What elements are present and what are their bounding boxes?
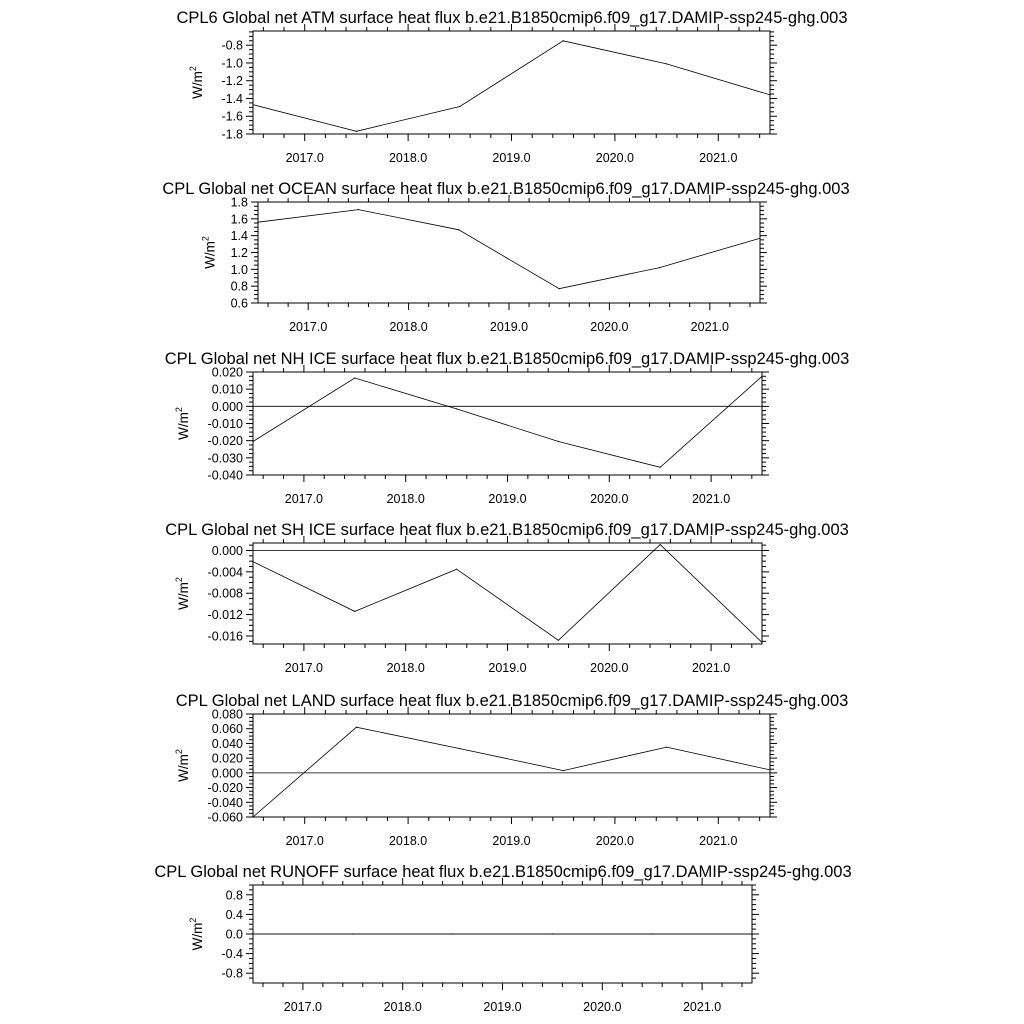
x-tick-label: 2019.0 [489,320,529,334]
y-axis-label-unit: W/m [202,241,218,269]
data-point [458,229,459,230]
y-tick-label: 1.8 [230,195,248,210]
chart-panel-4 [165,521,849,675]
x-tick-label: 2021.0 [699,151,738,165]
chart-panel-6 [154,863,851,1014]
x-tick-label: 2017.0 [284,661,324,675]
data-point [356,727,357,728]
plot-frame [258,202,760,303]
data-point [552,933,553,934]
y-tick-label: 0.000 [211,399,243,414]
chart-title: CPL6 Global net ATM surface heat flux b.e21.B1850cmip6.f09_g17.DAMIP-ssp245-ghg.003 [176,9,848,27]
y-axis-label-unit: W/m [175,582,191,610]
data-point [252,441,253,442]
data-point [354,377,355,378]
y-tick-label: -1.8 [221,127,243,142]
y-tick-label: 1.6 [230,212,248,227]
data-series-line [253,41,770,132]
y-tick-label: -0.010 [207,417,243,431]
chart-panel-3 [165,350,850,506]
data-point [459,106,460,107]
x-tick-label: 2021.0 [691,661,731,675]
plot-frame [253,31,770,134]
data-point [563,40,564,41]
plot-frame [253,372,762,475]
y-axis-label-unit: W/m [190,922,206,951]
x-tick-label: 2018.0 [388,151,428,165]
y-tick-label: 1.4 [230,229,248,244]
y-tick-label: 0.060 [211,722,243,737]
data-point [666,747,667,748]
x-tick-label: 2018.0 [386,661,425,675]
data-point [666,63,667,64]
data-point [660,544,661,545]
chart-panel-5 [174,692,849,848]
y-tick-label: -0.016 [207,629,243,644]
plot-frame [253,714,770,817]
y-tick-label: 0.0 [225,927,243,942]
x-tick-label: 2018.0 [386,492,425,506]
data-point [559,288,560,289]
data-point [769,94,770,95]
y-axis-label-unit: W/m [175,412,191,440]
data-point [769,769,770,770]
x-tick-label: 2017.0 [284,492,324,506]
y-tick-label: -0.008 [207,586,243,601]
y-tick-label: -0.030 [207,451,243,466]
x-tick-label: 2019.0 [492,834,531,848]
data-point [358,209,359,210]
chart-title: CPL Global net NH ICE surface heat flux b.e21.B1850cmip6.f09_g17.DAMIP-ssp245-ghg.003 [164,350,850,368]
y-tick-label: -1.4 [221,91,243,106]
data-point [354,611,355,612]
x-tick-label: 2017.0 [285,151,324,165]
data-point [257,222,258,223]
y-axis-label-exponent: 2 [188,66,199,72]
data-point [563,770,564,771]
y-tick-label: -0.012 [207,608,243,623]
data-point [456,408,457,409]
x-tick-label: 2018.0 [389,320,428,334]
y-tick-label: 0.4 [225,907,243,922]
y-axis-label [174,577,191,610]
data-point [459,748,460,749]
x-tick-label: 2020.0 [583,1000,622,1014]
y-axis-label-exponent: 2 [173,749,184,755]
x-tick-label: 2021.0 [699,834,738,848]
chart-panel-2 [162,180,849,334]
y-tick-label: 0.000 [211,543,243,558]
x-tick-label: 2017.0 [283,1000,323,1014]
y-tick-label: 0.020 [211,365,243,380]
data-point [558,640,559,641]
y-axis-label-exponent: 2 [200,236,211,242]
y-tick-label: -0.4 [221,947,243,962]
data-point [652,933,653,934]
x-tick-label: 2020.0 [595,151,635,165]
chart-title: CPL Global net LAND surface heat flux b.e21.B1850cmip6.f09_g17.DAMIP-ssp245-ghg.003 [175,692,849,710]
x-tick-label: 2018.0 [388,834,428,848]
chart-title: CPL Global net RUNOFF surface heat flux b.e21.B1850cmip6.f09_g17.DAMIP-ssp245-ghg.003 [154,863,852,881]
y-tick-label: -1.6 [221,109,243,124]
y-tick-label: 0.8 [230,279,248,294]
chart-panel-1 [176,9,847,165]
plot-frame [253,543,762,644]
x-tick-label: 2020.0 [590,492,629,506]
x-tick-label: 2020.0 [590,661,629,675]
y-axis-label-exponent: 2 [173,407,184,413]
x-tick-label: 2019.0 [488,492,527,506]
y-tick-label: 1.2 [230,246,248,260]
y-tick-label: -0.8 [221,38,243,53]
data-point [352,933,353,934]
data-point [761,376,762,377]
y-axis-label-exponent: 2 [188,917,199,923]
data-series-line [253,376,762,467]
x-tick-label: 2019.0 [492,151,531,165]
y-axis-label [174,749,191,782]
y-tick-label: 0.6 [230,296,248,311]
y-axis-label [200,236,217,269]
data-series-line [253,727,770,817]
x-tick-label: 2017.0 [289,320,328,334]
data-point [356,131,357,132]
data-point [558,441,559,442]
y-tick-label: -0.020 [207,781,243,796]
y-tick-label: -0.040 [207,468,243,483]
chart-title: CPL Global net SH ICE surface heat flux b.e21.B1850cmip6.f09_g17.DAMIP-ssp245-ghg.003 [165,521,849,539]
chart-title: CPL Global net OCEAN surface heat flux b.e21.B1850cmip6.f09_g17.DAMIP-ssp245-ghg.003 [162,180,850,198]
data-point [252,933,253,934]
x-tick-label: 2021.0 [682,1000,722,1014]
y-axis-label [188,918,205,951]
y-tick-label: -0.004 [207,565,243,580]
y-tick-label: -0.060 [207,810,243,825]
y-tick-label: -0.040 [207,795,243,810]
y-tick-label: 0.010 [211,382,243,397]
data-point [761,642,762,643]
data-point [660,467,661,468]
y-tick-label: -1.0 [221,56,243,71]
y-axis-label [188,66,205,99]
y-tick-label: 1.0 [230,262,248,277]
y-tick-label: -0.8 [221,966,243,981]
x-tick-label: 2019.0 [488,661,527,675]
y-axis-label [174,407,191,440]
x-tick-label: 2020.0 [595,834,635,848]
data-point [452,933,453,934]
y-tick-label: 0.040 [211,736,243,751]
data-point [659,267,660,268]
data-point [456,569,457,570]
data-series-line [253,545,762,643]
y-tick-label: 0.000 [211,766,243,781]
x-tick-label: 2018.0 [383,1000,422,1014]
y-axis-label-exponent: 2 [173,577,184,583]
data-point [252,104,253,105]
x-tick-label: 2021.0 [691,492,731,506]
y-axis-label-unit: W/m [190,71,206,99]
data-series-line [258,210,760,289]
data-point [252,561,253,562]
y-tick-label: 0.8 [225,888,243,903]
y-tick-label: 0.080 [211,707,243,722]
y-tick-label: 0.020 [211,751,243,766]
data-point [252,816,253,817]
x-tick-label: 2021.0 [690,320,729,334]
y-tick-label: -0.020 [207,434,243,449]
x-tick-label: 2019.0 [483,1000,522,1014]
x-tick-label: 2020.0 [590,320,629,334]
y-axis-label-unit: W/m [175,754,191,782]
y-tick-label: -1.2 [221,74,243,89]
data-point [759,238,760,239]
data-point [751,933,752,934]
x-tick-label: 2017.0 [285,834,324,848]
